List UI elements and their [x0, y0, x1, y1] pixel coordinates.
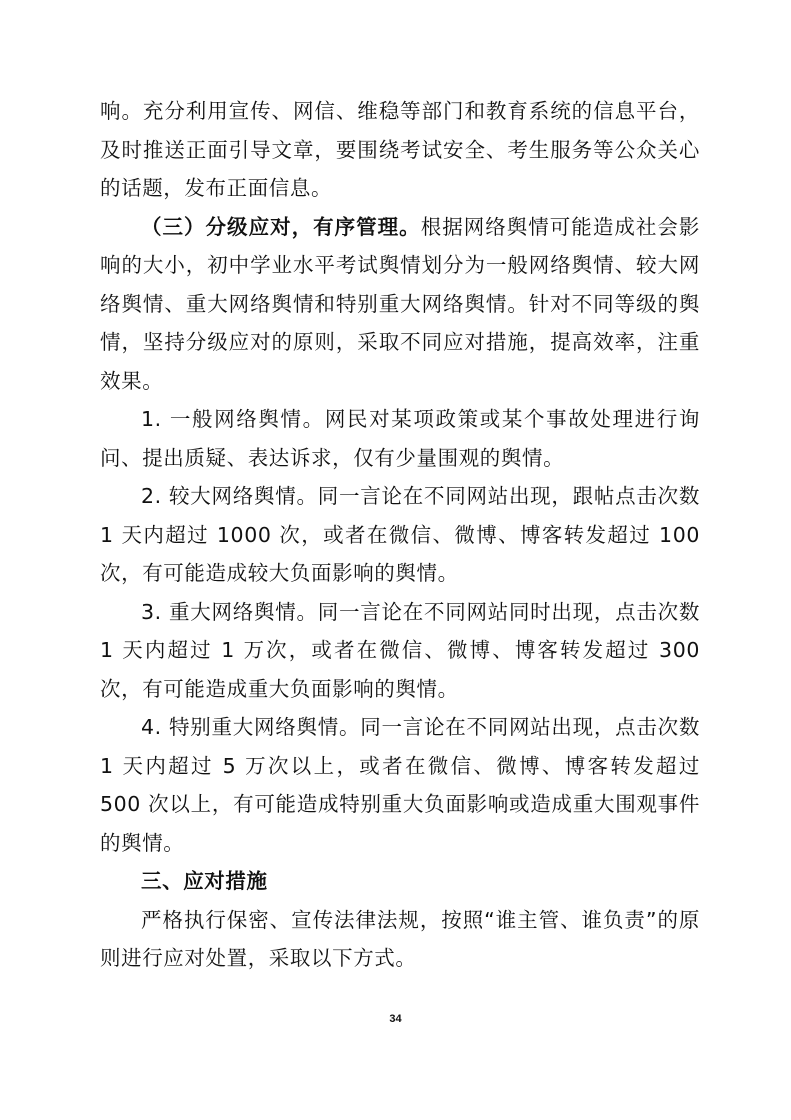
- paragraph-level-4: 4. 特别重大网络舆情。同一言论在不同网站出现，点击次数 1 天内超过 5 万次以上，或者在微信、微博、博客转发超过 500 次以上，有可能造成特别重大负面影响或造成重大围观事件的舆情。: [100, 715, 700, 855]
- paragraph-level-1: 1. 一般网络舆情。网民对某项政策或某个事故处理进行询问、提出质疑、表达诉求，仅有少量围观的舆情。: [100, 407, 700, 470]
- paragraph-measures-intro: 严格执行保密、宣传法律法规，按照“谁主管、谁负责”的原则进行应对处置，采取以下方式。: [100, 907, 700, 970]
- section-heading: 三、应对措施: [141, 869, 268, 893]
- paragraph-level-2: 2. 较大网络舆情。同一言论在不同网站出现，跟帖点击次数 1 天内超过 1000 次，或者在微信、微博、博客转发超过 100 次，有可能造成较大负面影响的舆情。: [100, 484, 700, 585]
- subsection-heading: （三）分级应对，有序管理。: [141, 214, 421, 239]
- page-number: 34: [389, 1013, 402, 1025]
- paragraph-continuation: 响。充分利用宣传、网信、维稳等部门和教育系统的信息平台，及时推送正面引导文章，要围绕考试安全、考生服务等公众关心的话题，发布正面信息。: [100, 99, 700, 200]
- page-body: [100, 92, 700, 978]
- paragraph-graded-response: [100, 208, 700, 401]
- paragraph-level-3: 3. 重大网络舆情。同一言论在不同网站同时出现，点击次数 1 天内超过 1 万次，或者在微信、微博、博客转发超过 300 次，有可能造成重大负面影响的舆情。: [100, 599, 700, 701]
- paragraph-graded-response-body: 根据网络舆情可能造成社会影响的大小，初中学业水平考试舆情划分为一般网络舆情、较大网络舆情、重大网络舆情和特别重大网络舆情。针对不同等级的舆情，坚持分级应对的原则，采取不同应对措施，提高效率，注重效果。: [100, 214, 700, 393]
